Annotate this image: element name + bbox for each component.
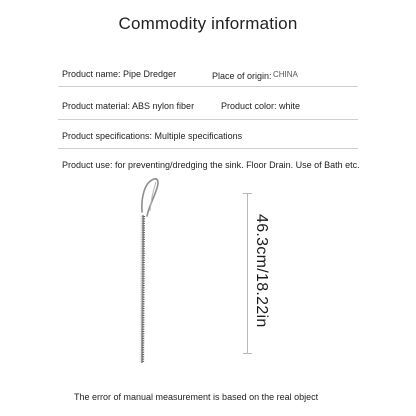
product-color-text: Product color: white bbox=[221, 101, 301, 111]
product-name-text: Product name: Pipe Dredger bbox=[62, 69, 177, 79]
dimension-label: 46.3cm/18.22in bbox=[253, 214, 270, 328]
dimension-cap-bottom bbox=[243, 353, 252, 354]
place-of-origin-label: Place of origin: bbox=[212, 71, 272, 81]
pipe-dredger-image bbox=[128, 176, 168, 366]
product-specifications-text: Product specifications: Multiple specifications bbox=[62, 131, 243, 141]
place-of-origin-value: CHINA bbox=[273, 70, 298, 79]
measurement-note: The error of manual measurement is based on the real object bbox=[74, 392, 319, 402]
divider-rule bbox=[58, 119, 358, 120]
divider-rule bbox=[58, 86, 358, 87]
product-material-text: Product material: ABS nylon fiber bbox=[62, 101, 195, 111]
page-title: Commodity information bbox=[118, 14, 298, 33]
divider-rule bbox=[58, 148, 358, 149]
product-use-text: Product use: for preventing/dredging the sink. Floor Drain. Use of Bath etc. bbox=[62, 160, 360, 170]
dimension-line bbox=[247, 193, 248, 353]
